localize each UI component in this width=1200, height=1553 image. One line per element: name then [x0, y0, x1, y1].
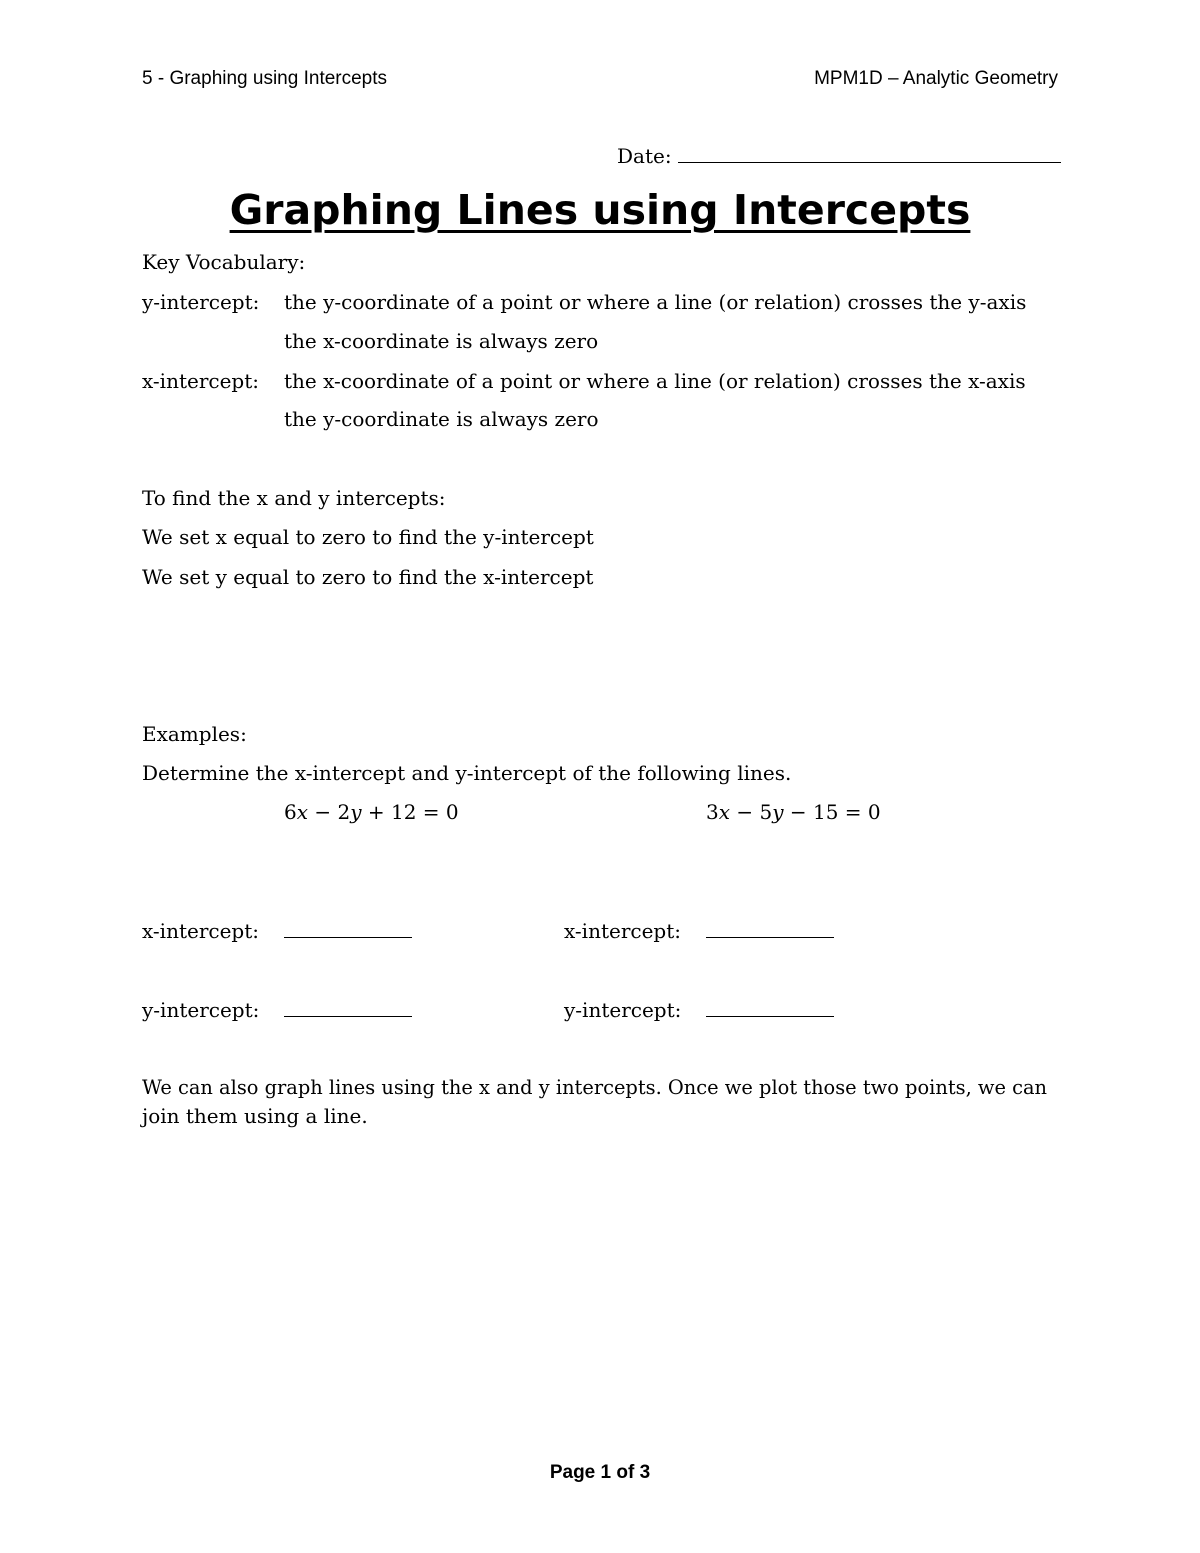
x-intercept-label: x-intercept: — [142, 919, 260, 943]
date-field — [617, 144, 1061, 168]
example-2-x-intercept — [564, 919, 681, 943]
finding-line-1: We set x equal to zero to find the y-intercept — [142, 525, 594, 549]
example-2-y-intercept — [564, 998, 681, 1022]
examples-instruction: Determine the x-intercept and y-intercept of the following lines. — [142, 761, 792, 785]
y-intercept-definition-2: the x-coordinate is always zero — [284, 329, 599, 353]
example-2-x-answer-blank[interactable] — [706, 919, 834, 943]
closing-line-1: We can also graph lines using the x and y intercepts. Once we plot those two points, we can — [142, 1076, 1048, 1099]
y-intercept-label: y-intercept: — [142, 998, 260, 1022]
answer-blank[interactable] — [284, 919, 412, 938]
y-intercept-definition-1: the y-coordinate of a point or where a line (or relation) crosses the y-axis — [284, 290, 1027, 314]
x-intercept-definition-1: the x-coordinate of a point or where a line (or relation) crosses the x-axis — [284, 369, 1026, 393]
closing-line-2: join them using a line. — [142, 1104, 368, 1128]
example-2-y-answer-blank[interactable] — [706, 998, 834, 1022]
date-label: Date: — [617, 144, 672, 168]
examples-heading: Examples: — [142, 722, 247, 746]
page-title: Graphing Lines using Intercepts — [229, 186, 971, 234]
header-left: 5 - Graphing using Intercepts — [142, 68, 388, 89]
vocab-heading: Key Vocabulary: — [142, 250, 306, 274]
finding-line-2: We set y equal to zero to find the x-intercept — [142, 565, 594, 589]
date-blank — [678, 144, 1061, 163]
equation-1: 6𝑥 − 2𝑦 + 12 = 0 — [284, 800, 459, 824]
y-intercept-term: y-intercept: — [142, 290, 260, 314]
header-right: MPM1D – Analytic Geometry — [814, 68, 1058, 89]
finding-heading: To find the x and y intercepts: — [142, 486, 446, 510]
x-intercept-definition-2: the y-coordinate is always zero — [284, 407, 599, 431]
example-1-y-intercept — [142, 998, 259, 1022]
answer-blank[interactable] — [706, 919, 834, 938]
example-1-x-intercept — [142, 919, 259, 943]
equation-2: 3𝑥 − 5𝑦 − 15 = 0 — [706, 800, 881, 824]
x-intercept-label: x-intercept: — [564, 919, 682, 943]
x-intercept-term: x-intercept: — [142, 369, 260, 393]
page-number: Page 1 of 3 — [549, 1462, 651, 1483]
answer-blank[interactable] — [706, 998, 834, 1017]
example-1-y-answer-blank[interactable] — [284, 998, 412, 1022]
example-1-x-answer-blank[interactable] — [284, 919, 412, 943]
answer-blank[interactable] — [284, 998, 412, 1017]
y-intercept-label: y-intercept: — [564, 998, 682, 1022]
